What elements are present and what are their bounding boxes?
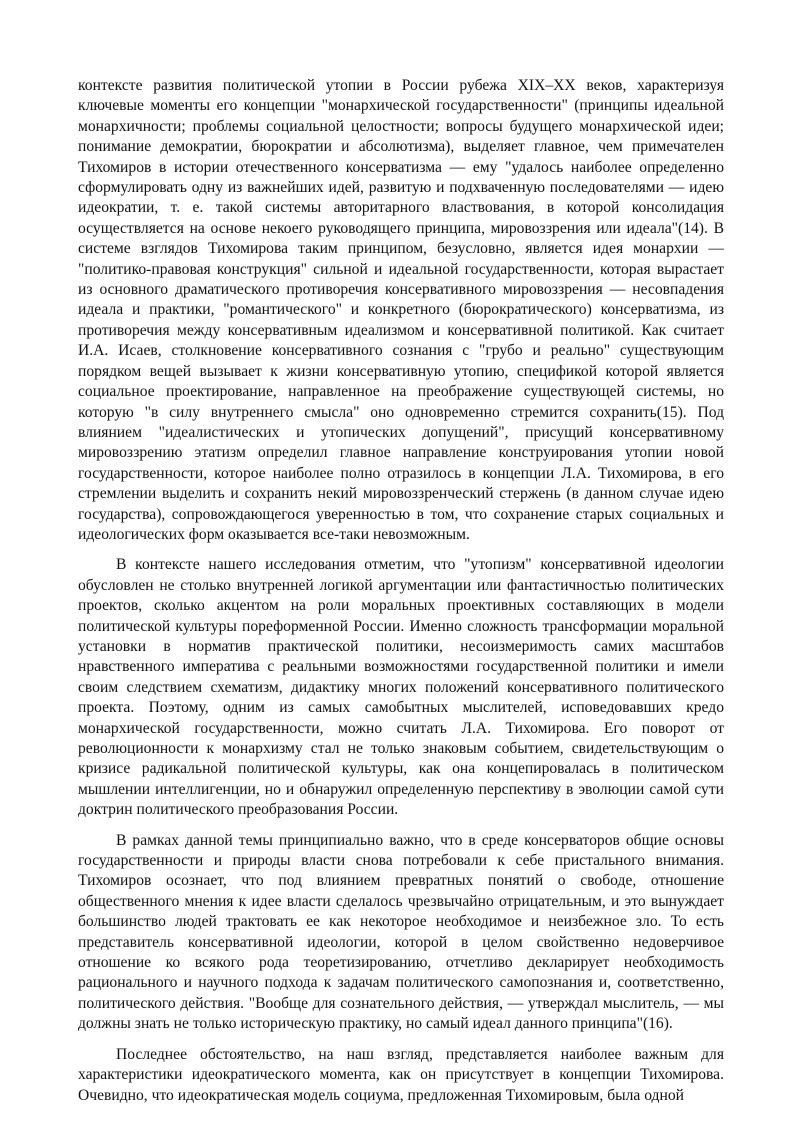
paragraph-3: В рамках данной темы принципиально важно, что в среде консерваторов общие основы государственности и природы власти снова потребовали к себе пристального внимания. Тихомиров осознает, что под влиянием превратных понятий о свободе, отношение общественного мнения к идее власти сделалось чрезвычайно отрицательным, и это вынуждает большинство людей трактовать ее как некоторое необходимое и неизбежное зло. То есть представитель консервативной идеологии, которой в целом свойственно недоверчивое отношение ко всякого рода теоретизированию, отчетливо декларирует необходимость рационального и научного подхода к задачам политического самопознания и, соответственно, политического действия. "Вообще для сознательного действия, — утверждал мыслитель, — мы должны знать не только историческую практику, но самый идеал данного принципа"(16). [78, 831, 724, 1033]
paragraph-4: Последнее обстоятельство, на наш взгляд, представляется наиболее важным для характеристики идеократического момента, как он присутствует в концепции Тихомирова. Очевидно, что идеократическая модель социума, предложенная Тихомировым, была одной [78, 1045, 724, 1104]
document-page [78, 76, 724, 1106]
paragraph-2: В контексте нашего исследования отметим, что "утопизм" консервативной идеологии обусловлен не столько внутренней логикой аргументации или фантастичностью политических проектов, сколько акцентом на роли моральных проективных составляющих в модели политической культуры пореформенной России. Именно сложность трансформации моральной установки в норматив практической политики, несоизмеримость самих масштабов нравственного императива с реальными возможностями государственной политики и имели своим следствием схематизм, дидактику многих положений консервативного политического проекта. Поэтому, одним из самых самобытных мыслителей, исповедовавших кредо монархической государственности, можно считать Л.А. Тихомирова. Его поворот от революционности к монархизму стал не только знаковым событием, свидетельствующим о кризисе радикальной политической культуры, как она концепировалась в политическом мышлении интеллигенции, но и обнаружил определенную перспективу в эволюции самой сути доктрин политического преобразования России. [78, 556, 724, 819]
paragraph-1: контексте развития политической утопии в России рубежа XIX–XX веков, характеризуя ключевые моменты его концепции "монархической государственности" (принципы идеальной монархичности; проблемы социальной целостности; вопросы будущего монархической идеи; понимание демократии, бюрократии и абсолютизма), выделяет главное, чем примечателен Тихомиров в истории отечественного консерватизма — ему "удалось наиболее определенно сформулировать одну из важнейших идей, развитую и подхваченную последователями — идею идеократии, т. е. такой системы авторитарного властвования, в которой консолидация осуществляется на основе некоего руководящего принципа, мировоззрения или идеала"(14). В системе взглядов Тихомирова таким принципом, безусловно, является идея монархии — "политико-правовая конструкция" сильной и идеальной государственности, которая вырастает из основного драматического противоречия консервативного мировоззрения — несовпадения идеала и практики, "романтического" и конкретного (бюрократического) консерватизма, из противоречия между консервативным идеализмом и консервативной политикой. Как считает И.А. Исаев, столкновение консервативного сознания с "грубо и реально" существующим порядком вещей вызывает к жизни консервативную утопию, спецификой которой является социальное проектирование, направленное на преображение существующей системы, но которую "в силу внутреннего смысла" оно одновременно стремится сохранить(15). Под влиянием "идеалистических и утопических допущений", присущий консервативному мировоззрению этатизм определил главное направление конструирования утопии новой государственности, которое наиболее полно отразилось в концепции Л.А. Тихомирова, в его стремлении выделить и сохранить некий мировоззренческий стержень (в данном случае идею государства), сопровождающегося уверенностью в том, что сохранение старых социальных и идеологических форм оказывается все-таки невозможным. [78, 77, 724, 543]
